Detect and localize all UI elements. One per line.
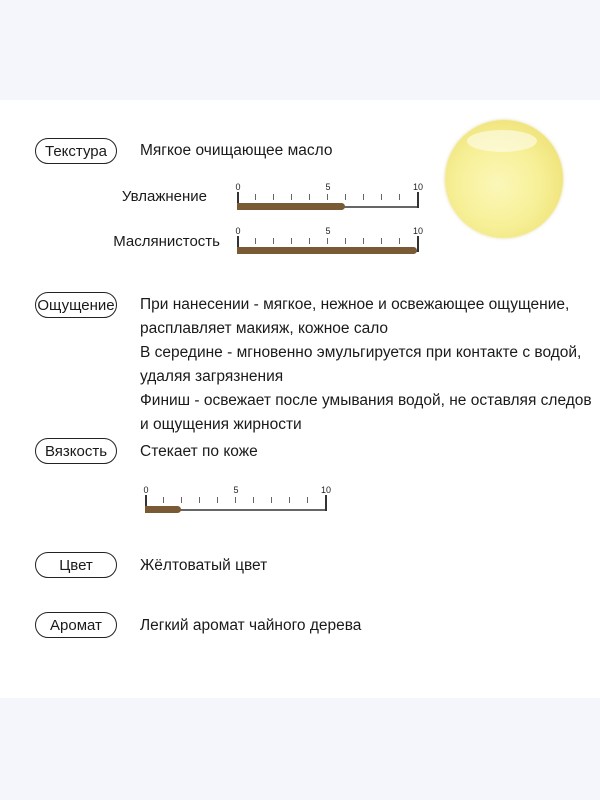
feel-line: расплавляет макияж, кожное сало: [140, 320, 389, 337]
aroma-label: Аромат: [35, 612, 117, 638]
texture-label: Текстура: [35, 138, 117, 164]
scale-tick: [255, 238, 256, 244]
scale-tick: [217, 497, 218, 503]
scale-tick: [381, 194, 382, 200]
scale-tick: [255, 194, 256, 200]
scale-tick: [163, 497, 164, 503]
scale-tick: [363, 194, 364, 200]
scale-tick: [291, 194, 292, 200]
scale-tick: [417, 192, 419, 208]
scale-tick: [273, 238, 274, 244]
texture-value: Мягкое очищающее масло: [140, 142, 333, 159]
scale-tick-label: 10: [412, 226, 424, 236]
oiliness-scale: [235, 226, 424, 258]
scale-tick-label: 5: [233, 485, 239, 495]
scale-tick: [345, 238, 346, 244]
scale-tick: [381, 238, 382, 244]
feel-line: При нанесении - мягкое, нежное и освежающее ощущение,: [140, 296, 570, 313]
scale-tick-label: 0: [235, 182, 241, 192]
feel-line: удаляя загрязнения: [140, 368, 284, 385]
scale-tick: [291, 238, 292, 244]
scale-fill: [145, 506, 181, 513]
scale-tick: [181, 497, 182, 503]
moisture-scale: [235, 182, 424, 214]
viscosity-label: Вязкость: [35, 438, 117, 464]
scale-tick-label: 10: [320, 485, 332, 495]
scale-tick: [363, 238, 364, 244]
scale-tick: [289, 497, 290, 503]
scale-tick-label: 5: [325, 182, 331, 192]
scale-tick: [327, 194, 328, 200]
scale-tick: [307, 497, 308, 503]
scale-tick-label: 5: [325, 226, 331, 236]
aroma-value: Легкий аромат чайного дерева: [140, 617, 362, 634]
feel-line: В середине - мгновенно эмульгируется при контакте с водой,: [140, 344, 582, 361]
feel-label: Ощущение: [35, 292, 117, 318]
scale-tick-label: 0: [235, 226, 241, 236]
viscosity-value: Стекает по коже: [140, 443, 258, 460]
scale-fill: [237, 203, 345, 210]
scale-tick-label: 10: [412, 182, 424, 192]
scale-fill: [237, 247, 417, 254]
color-value: Жёлтоватый цвет: [140, 557, 268, 574]
scale-tick: [325, 495, 327, 511]
scale-tick: [309, 238, 310, 244]
scale-tick: [271, 497, 272, 503]
scale-tick: [199, 497, 200, 503]
moisture-label: Увлажнение: [121, 188, 207, 205]
scale-tick: [417, 236, 419, 252]
scale-tick: [273, 194, 274, 200]
scale-tick: [399, 194, 400, 200]
scale-tick: [235, 497, 236, 503]
feel-lines: [140, 293, 592, 437]
feel-line: Финиш - освежает после умывания водой, не оставляя следов: [140, 392, 592, 409]
scale-tick: [253, 497, 254, 503]
scale-tick: [327, 238, 328, 244]
viscosity-scale: [143, 485, 332, 517]
color-label: Цвет: [35, 552, 117, 578]
feel-line: и ощущения жирности: [140, 416, 302, 433]
scale-tick: [399, 238, 400, 244]
oiliness-label: Маслянистость: [113, 233, 220, 250]
scale-tick-label: 0: [143, 485, 149, 495]
scale-tick: [309, 194, 310, 200]
scale-tick: [345, 194, 346, 200]
oil-drop-swatch: [445, 120, 563, 238]
